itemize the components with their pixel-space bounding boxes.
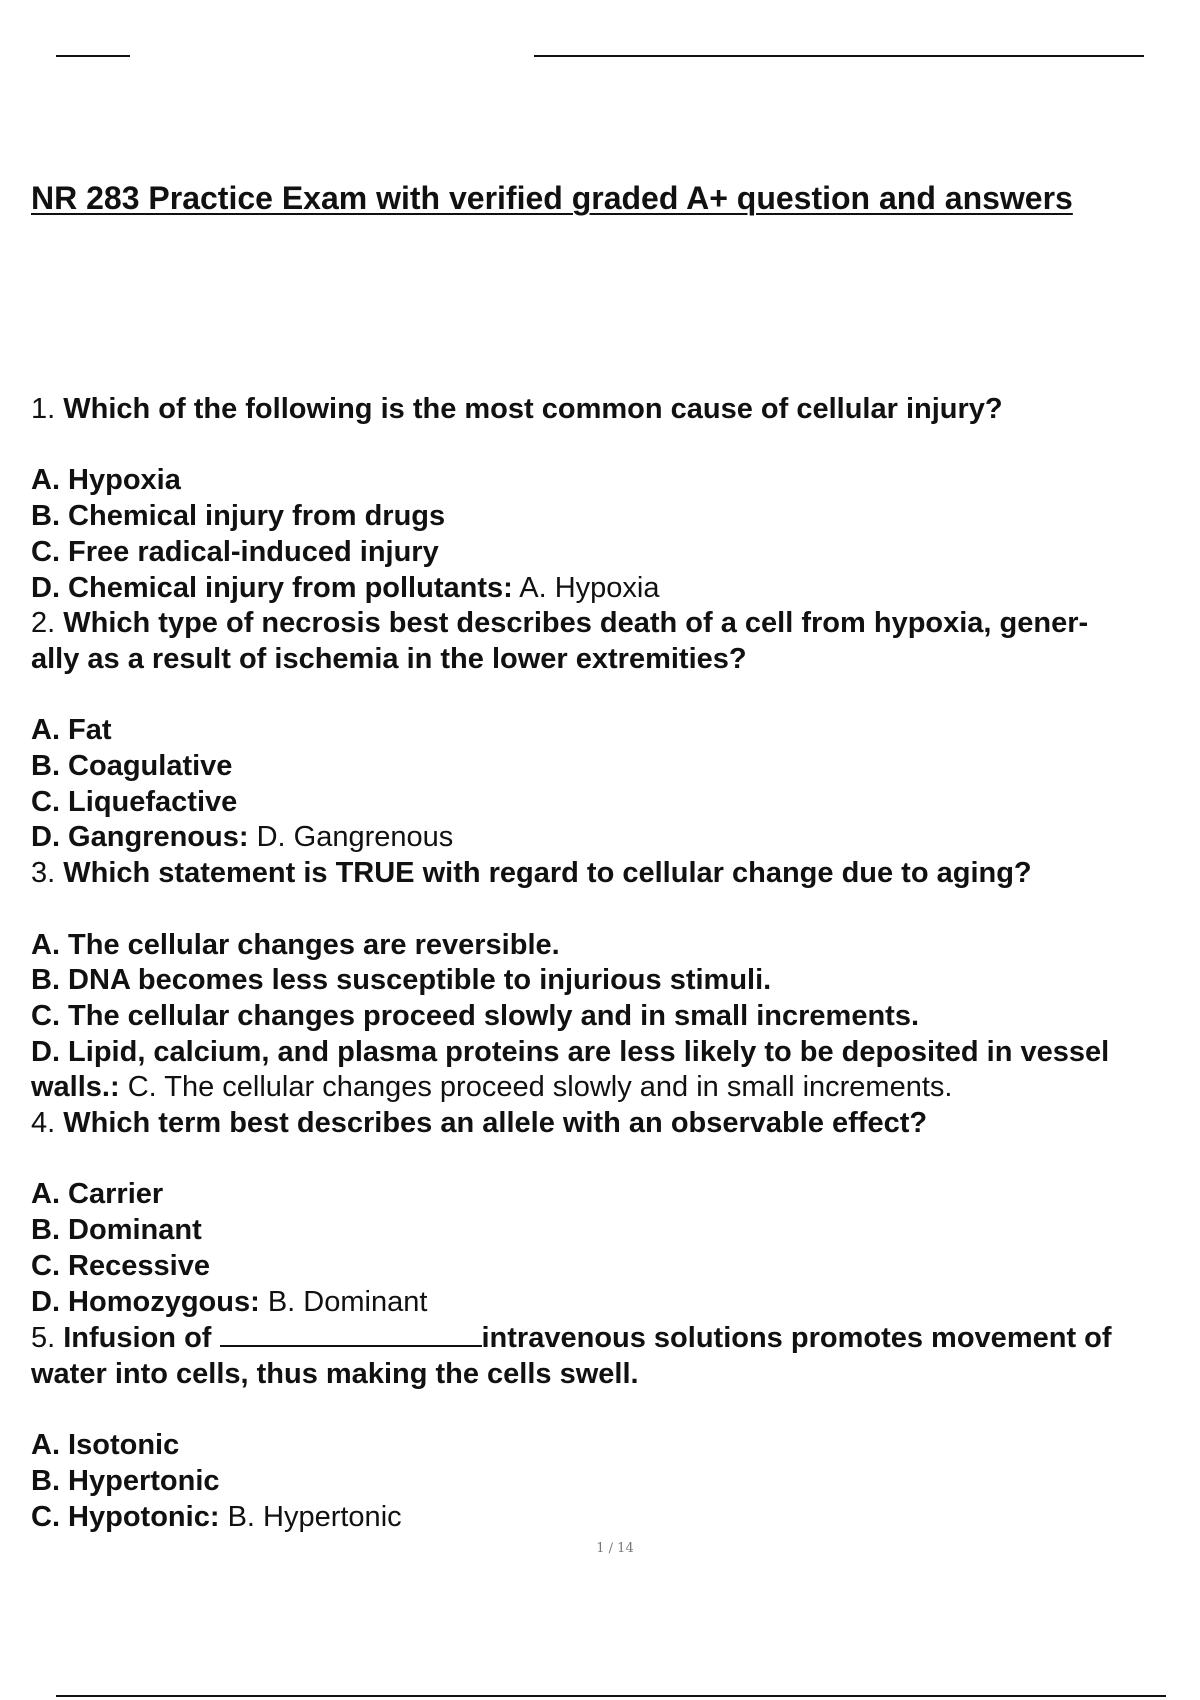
option-continued: walls.: (31, 1071, 120, 1104)
question-text: Which term best describes an allele with an observable effect? (63, 1107, 928, 1140)
question-number: 4. (31, 1107, 56, 1140)
answer-text: D. Gangrenous (256, 821, 454, 854)
question-list (31, 392, 1200, 1535)
option: B. DNA becomes less susceptible to injurious stimuli. (31, 964, 772, 997)
option: D. Gangrenous: (31, 821, 249, 854)
footer-rule (56, 1695, 1166, 1697)
answer-text: C. The cellular changes proceed slowly and in small increments. (127, 1071, 953, 1104)
option: D. Chemical injury from pollutants: (31, 571, 513, 604)
option: B. Hypertonic (31, 1465, 220, 1498)
option: A. Fat (31, 714, 112, 747)
question-number: 5. (31, 1322, 56, 1355)
question-number: 2. (31, 607, 56, 640)
option: B. Dominant (31, 1214, 202, 1247)
option: C. Hypotonic: (31, 1500, 220, 1533)
option: B. Chemical injury from drugs (31, 500, 446, 533)
question-1 (31, 392, 1200, 606)
option: A. The cellular changes are reversible. (31, 928, 560, 961)
option: A. Isotonic (31, 1429, 180, 1462)
answer-text: A. Hypoxia (519, 571, 660, 604)
question-text: Which statement is TRUE with regard to cellular change due to aging? (63, 857, 1032, 890)
question-text: Which of the following is the most common cause of cellular injury? (63, 393, 1003, 425)
option: D. Homozygous: (31, 1285, 260, 1318)
answer-text: B. Dominant (267, 1285, 428, 1318)
question-text-continued: water into cells, thus making the cells swell. (31, 1357, 639, 1390)
fill-in-blank (220, 1320, 482, 1347)
header-rule-left (56, 55, 130, 57)
page-number: 1 / 14 (596, 1541, 634, 1556)
option: C. Free radical-induced injury (31, 535, 439, 568)
question-number: 3. (31, 857, 56, 890)
answer-text: B. Hypertonic (227, 1500, 402, 1533)
option: C. Liquefactive (31, 785, 238, 818)
option: A. Carrier (31, 1178, 164, 1211)
question-5 (31, 1320, 1200, 1535)
question-2 (31, 606, 1200, 856)
option: C. The cellular changes proceed slowly and in small increments. (31, 999, 920, 1032)
question-text: intravenous solutions promotes movement of (481, 1322, 1112, 1355)
question-text: Which type of necrosis best describes death of a cell from hypoxia, gener- (63, 607, 1089, 640)
option: C. Recessive (31, 1249, 210, 1282)
question-number: 1. (31, 393, 56, 425)
option: B. Coagulative (31, 750, 233, 782)
document-title: NR 283 Practice Exam with verified graded A+ question and answers (31, 180, 1073, 216)
option: A. Hypoxia (31, 464, 181, 497)
question-text: Infusion of (63, 1322, 212, 1355)
header-rule-right (534, 55, 1144, 57)
question-3 (31, 856, 1200, 1106)
question-text-continued: ally as a result of ischemia in the lower extremities? (31, 642, 747, 675)
option: D. Lipid, calcium, and plasma proteins are less likely to be deposited in vessel (31, 1035, 1110, 1068)
question-4 (31, 1106, 1200, 1320)
